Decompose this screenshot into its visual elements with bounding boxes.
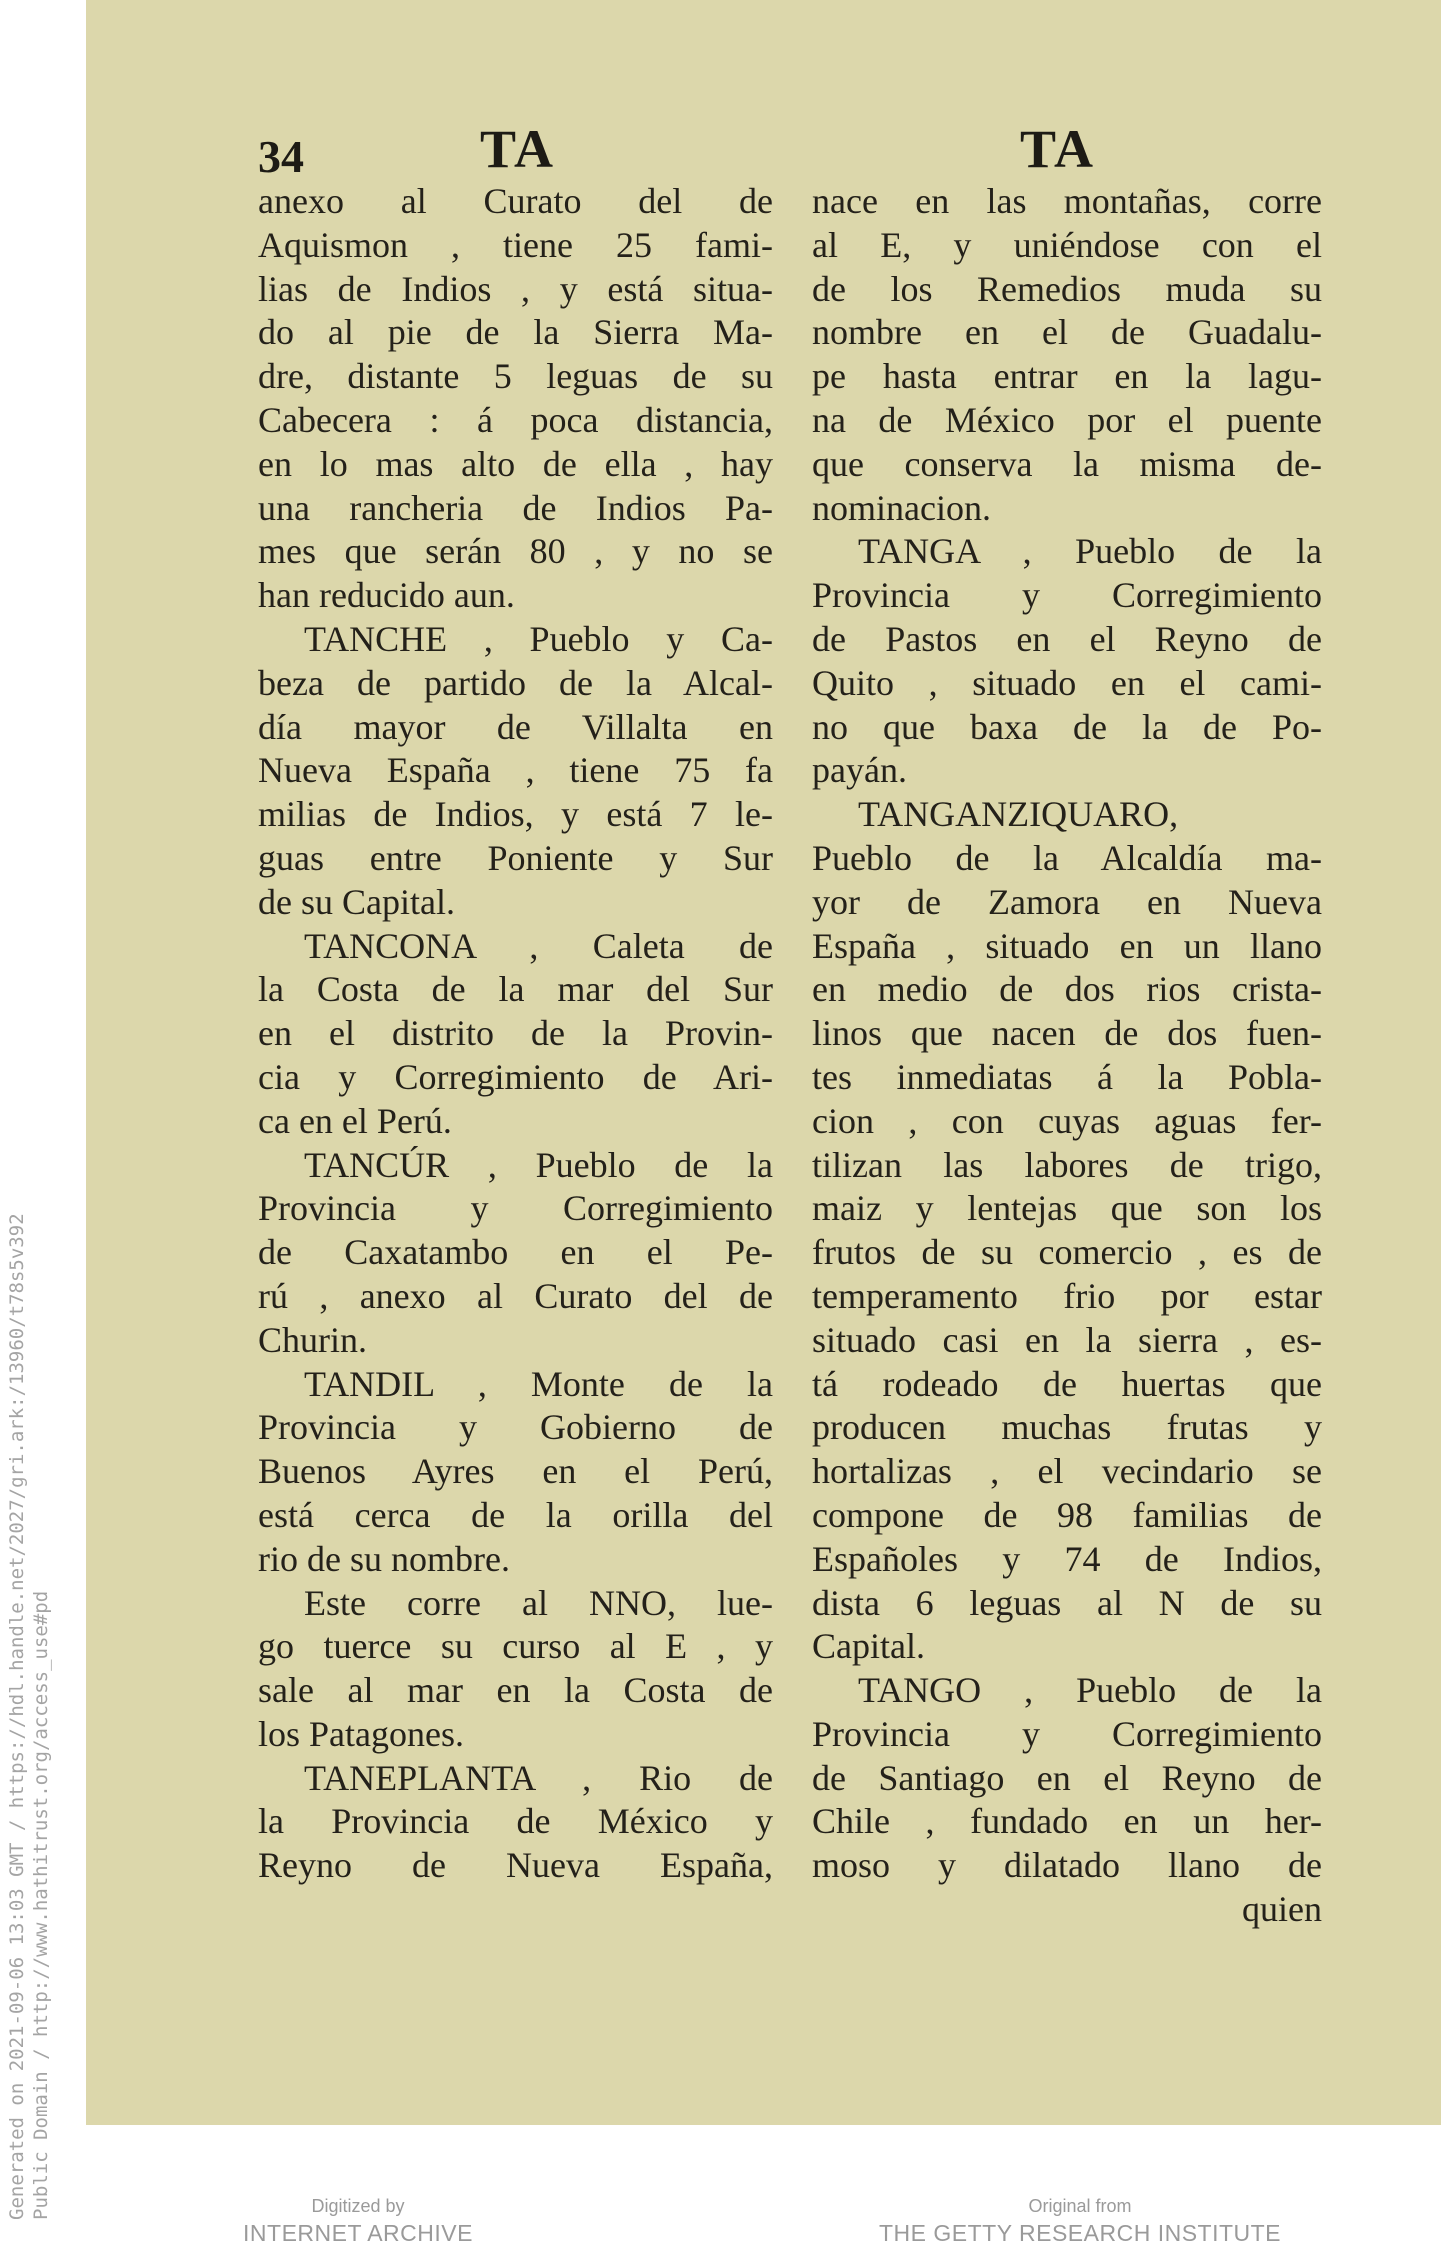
- text-line: no que baxa de la de Po-: [812, 706, 1322, 747]
- page-number: 34: [258, 131, 304, 182]
- text-line: Cabecera : á poca distancia,: [258, 399, 773, 440]
- text-line: payán.: [812, 750, 907, 791]
- stamp-license-line: Public Domain / http://www.hathitrust.org/access_use#pd: [30, 1590, 52, 2220]
- text-line: do al pie de la Sierra Ma-: [258, 312, 773, 353]
- right-column: [812, 180, 1322, 1932]
- text-line: lias de Indios , y está situa-: [258, 268, 773, 309]
- text-line: en el distrito de la Provin-: [258, 1013, 773, 1054]
- text-line: de Pastos en el Reyno de: [812, 618, 1322, 659]
- text-line: tes inmediatas á la Pobla-: [812, 1056, 1322, 1097]
- text-line: situado casi en la sierra , es-: [812, 1319, 1322, 1360]
- text-line: de los Remedios muda su: [812, 268, 1322, 309]
- text-line: hortalizas , el vecindario se: [812, 1451, 1322, 1492]
- text-line: tilizan las labores de trigo,: [812, 1144, 1322, 1185]
- text-line: Españoles y 74 de Indios,: [812, 1538, 1322, 1579]
- text-line: compone de 98 familias de: [812, 1494, 1322, 1535]
- entry-heading-line: TANCONA , Caleta de: [304, 925, 773, 966]
- text-line: Reyno de Nueva España,: [258, 1845, 773, 1886]
- access-stamp: [0, 1100, 86, 2220]
- text-line: han reducido aun.: [258, 575, 515, 616]
- text-line: una rancheria de Indios Pa-: [258, 487, 773, 528]
- text-line: en medio de dos rios crista-: [812, 969, 1322, 1010]
- text-line: yor de Zamora en Nueva: [812, 881, 1322, 922]
- getty-research-institute-link[interactable]: THE GETTY RESEARCH INSTITUTE: [878, 2220, 1282, 2246]
- text-line: nominacion.: [812, 487, 991, 528]
- text-line: maiz y lentejas que son los: [812, 1188, 1322, 1229]
- text-line: Nueva España , tiene 75 fa: [258, 750, 773, 791]
- text-line: mes que serán 80 , y no se: [258, 531, 773, 572]
- text-line: de su Capital.: [258, 881, 455, 922]
- text-line: producen muchas frutas y: [812, 1407, 1322, 1448]
- digitized-by-caption: Digitized by: [311, 2196, 405, 2216]
- catchword: quien: [1242, 1889, 1322, 1930]
- footer: [0, 2195, 1441, 2255]
- text-line: anexo al Curato del de: [258, 181, 773, 221]
- entry-heading-line: TANGO , Pueblo de la: [858, 1670, 1322, 1711]
- text-line: al E, y uniéndose con el: [812, 224, 1322, 265]
- text-line: Provincia y Gobierno de: [258, 1407, 773, 1448]
- left-running-head: TA: [480, 119, 556, 179]
- original-from-credit[interactable]: [860, 2195, 1300, 2249]
- text-line: de Caxatambo en el Pe-: [258, 1232, 773, 1273]
- text-line: moso y dilatado llano de: [812, 1845, 1322, 1886]
- text-line: que conserva la misma de-: [812, 443, 1322, 484]
- text-line: ca en el Perú.: [258, 1100, 452, 1141]
- text-line: linos que nacen de dos fuen-: [812, 1013, 1322, 1054]
- text-line: rú , anexo al Curato del de: [258, 1275, 773, 1316]
- text-line: Churin.: [258, 1319, 368, 1360]
- text-line: temperamento frio por estar: [812, 1275, 1322, 1316]
- text-line: día mayor de Villalta en: [258, 706, 773, 747]
- entry-heading-line: TANCHE , Pueblo y Ca-: [304, 618, 773, 659]
- text-line: Pueblo de la Alcaldía ma-: [812, 837, 1322, 878]
- text-line: guas entre Poniente y Sur: [258, 837, 773, 878]
- digitized-by-credit[interactable]: [188, 2195, 528, 2249]
- text-line: frutos de su comercio , es de: [812, 1232, 1322, 1273]
- text-line: la Costa de la mar del Sur: [258, 969, 773, 1010]
- text-line: Buenos Ayres en el Perú,: [258, 1451, 773, 1492]
- right-running-head: TA: [1020, 119, 1096, 179]
- entry-heading-line: TANDIL , Monte de la: [304, 1363, 773, 1404]
- text-line: cia y Corregimiento de Ari-: [258, 1056, 773, 1097]
- text-line: pe hasta entrar en la lagu-: [812, 356, 1322, 397]
- text-line: beza de partido de la Alcal-: [258, 662, 773, 703]
- stamp-generated-line: Generated on 2021-09-06 13:03 GMT / https://hdl.handle.net/2027/gri.ark:/13960/t78s5v392: [6, 1213, 28, 2220]
- entry-heading-line: TANGA , Pueblo de la: [858, 531, 1322, 572]
- entry-heading-line: TANCÚR , Pueblo de la: [304, 1144, 773, 1185]
- text-line: dista 6 leguas al N de su: [812, 1582, 1322, 1623]
- text-line: dre, distante 5 leguas de su: [258, 356, 773, 397]
- text-line: Provincia y Corregimiento: [812, 1713, 1322, 1754]
- text-line: Quito , situado en el cami-: [812, 662, 1322, 703]
- text-line: nace en las montañas, corre: [812, 181, 1322, 221]
- text-line: milias de Indios, y está 7 le-: [258, 794, 773, 835]
- internet-archive-link[interactable]: INTERNET ARCHIVE: [243, 2220, 473, 2246]
- text-line: en lo mas alto de ella , hay: [258, 443, 773, 484]
- text-line: Este corre al NNO, lue-: [304, 1582, 773, 1623]
- text-line: está cerca de la orilla del: [258, 1494, 773, 1535]
- text-line: Capital.: [812, 1626, 925, 1667]
- running-head: [0, 118, 1441, 182]
- text-line: la Provincia de México y: [258, 1801, 773, 1842]
- entry-heading-line: TANGANZIQUARO,: [858, 794, 1179, 835]
- entry-heading-line: TANEPLANTA , Rio de: [304, 1757, 773, 1798]
- text-line: los Patagones.: [258, 1713, 464, 1754]
- text-line: na de México por el puente: [812, 399, 1322, 440]
- text-line: Provincia y Corregimiento: [812, 575, 1322, 616]
- text-line: tá rodeado de huertas que: [812, 1363, 1322, 1404]
- text-line: nombre en el de Guadalu-: [812, 312, 1322, 353]
- text-line: de Santiago en el Reyno de: [812, 1757, 1322, 1798]
- text-line: España , situado en un llano: [812, 925, 1322, 966]
- original-from-caption: Original from: [1028, 2196, 1132, 2216]
- text-line: go tuerce su curso al E , y: [258, 1626, 773, 1667]
- left-column: [258, 180, 773, 1888]
- text-line: Provincia y Corregimiento: [258, 1188, 773, 1229]
- text-line: sale al mar en la Costa de: [258, 1670, 773, 1711]
- text-line: Aquismon , tiene 25 fami-: [258, 224, 773, 265]
- text-line: rio de su nombre.: [258, 1538, 510, 1579]
- text-line: cion , con cuyas aguas fer-: [812, 1100, 1322, 1141]
- text-line: Chile , fundado en un her-: [812, 1801, 1322, 1842]
